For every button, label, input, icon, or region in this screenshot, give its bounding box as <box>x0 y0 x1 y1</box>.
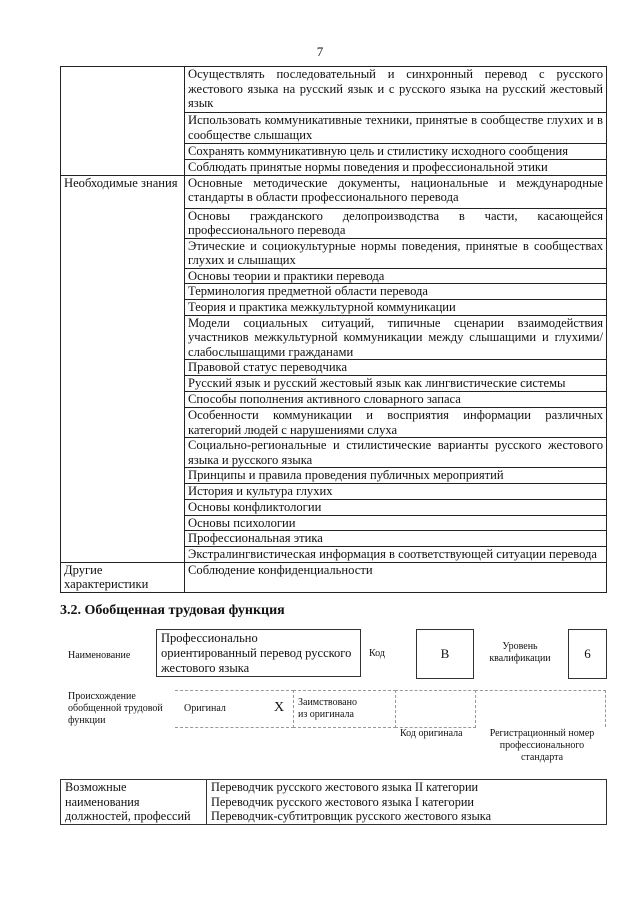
row-text: Теория и практика межкультурной коммуникации <box>185 299 607 315</box>
competency-table <box>60 66 607 593</box>
section-heading: 3.2. Обобщенная трудовая функция <box>60 603 285 618</box>
row-text: Основные методические документы, национальные и международные стандарты в области профессионального перевода <box>185 175 607 208</box>
original-code-field <box>395 690 476 728</box>
row-text: Использовать коммуникативные техники, принятые в сообществе глухих и в сообществе слышащих <box>185 113 607 144</box>
positions-label: Возможные наименования должностей, профессий <box>61 780 207 825</box>
row-text: Экстралингвистическая информация в соответствующей ситуации перевода <box>185 547 607 563</box>
row-text: Основы психологии <box>185 515 607 531</box>
row-text: Модели социальных ситуаций, типичные сценарии взаимодействия участников межкультурной коммуникации между слышащими и глухими/слабослышащими гражданами <box>185 315 607 360</box>
table-row <box>61 562 607 592</box>
row-category: Необходимые знания <box>61 175 185 562</box>
row-text: Этические и социокультурные нормы поведения, принятые в сообществах глухих и слышащих <box>185 238 607 268</box>
row-text: Правовой статус переводчика <box>185 360 607 376</box>
row-text: Социально-региональные и стилистические варианты русского жестового языка и русского языка <box>185 438 607 468</box>
row-text: Основы конфликтологии <box>185 500 607 516</box>
row-text: Соблюдение конфиденциальности <box>185 562 607 592</box>
registration-number-field <box>475 690 606 727</box>
original-code-label: Код оригинала <box>400 728 463 739</box>
row-text: Способы пополнения активного словарного запаса <box>185 392 607 408</box>
name-value: Профессионально ориентированный перевод русского жестового языка <box>156 629 361 677</box>
table-row <box>61 67 607 113</box>
row-text: Принципы и правила проведения публичных мероприятий <box>185 468 607 484</box>
row-text: История и культура глухих <box>185 484 607 500</box>
positions-table <box>60 779 607 825</box>
table-row <box>61 175 607 208</box>
row-text: Особенности коммуникации и восприятия информации различных категорий людей с нарушениями слуха <box>185 408 607 438</box>
row-text: Профессиональная этика <box>185 531 607 547</box>
original-mark: X <box>274 700 285 715</box>
position-item: Переводчик русского жестового языка II категории <box>211 780 479 794</box>
position-item: Переводчик-субтитровщик русского жестового языка <box>211 809 492 823</box>
row-text: Сохранять коммуникативную цель и стилистику исходного сообщения <box>185 144 607 160</box>
original-label: Оригинал <box>184 703 226 714</box>
borrowed-label: Заимствовано из оригинала <box>298 697 357 720</box>
name-label: Наименование <box>68 650 131 661</box>
row-text: Русский язык и русский жестовый язык как лингвистические системы <box>185 376 607 392</box>
registration-number-label: Регистрационный номер профессионального стандарта <box>489 728 595 763</box>
level-value: 6 <box>568 629 607 679</box>
row-text: Основы теории и практики перевода <box>185 268 607 284</box>
row-text: Основы гражданского делопроизводства в части, касающейся профессионального перевода <box>185 208 607 238</box>
row-category <box>61 67 185 176</box>
row-text: Терминология предметной области перевода <box>185 284 607 300</box>
origin-label: Происхождение обобщенной трудовой функции <box>68 691 163 726</box>
row-text: Соблюдать принятые нормы поведения и профессиональной этики <box>185 159 607 175</box>
code-label: Код <box>369 648 385 659</box>
row-category: Другие характеристики <box>61 562 185 592</box>
position-item: Переводчик русского жестового языка I категории <box>211 794 475 809</box>
level-label: Уровень квалификации <box>489 641 551 664</box>
page-number: 7 <box>316 44 324 59</box>
row-text: Осуществлять последовательный и синхронный перевод с русского жестового языка на русский язык и с русского языка на русский жестовый язык <box>185 67 607 113</box>
positions-list <box>207 780 607 825</box>
code-value: В <box>416 629 474 679</box>
